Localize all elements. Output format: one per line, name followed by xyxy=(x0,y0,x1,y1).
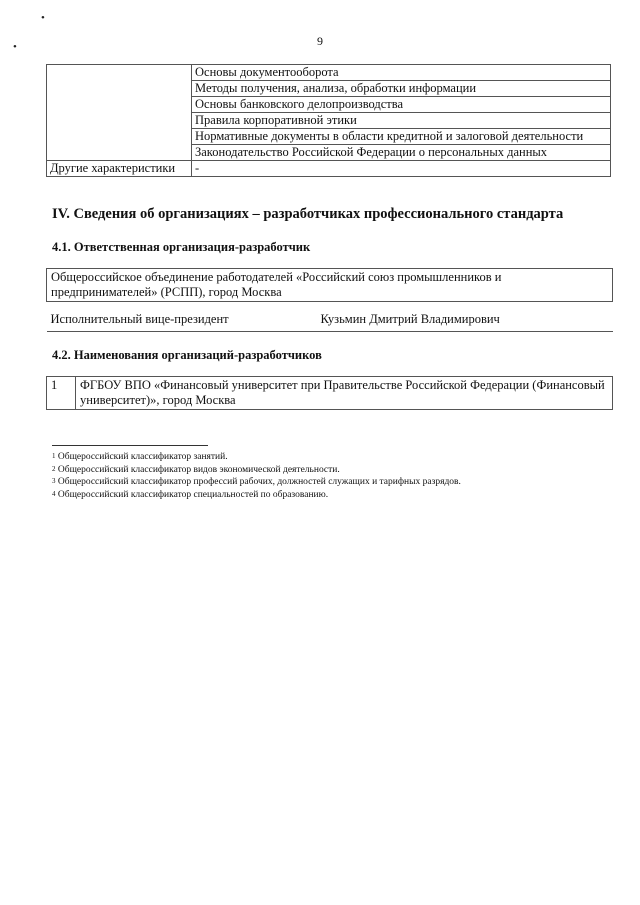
table-cell-value: Основы банковского делопроизводства xyxy=(192,97,611,113)
table-cell-label: Другие характеристики xyxy=(47,161,192,177)
footnote-divider xyxy=(52,445,208,446)
scan-mark: • xyxy=(13,41,17,53)
subsection-title-4-1: 4.1. Ответственная организация-разработчик xyxy=(52,240,311,254)
signatory-name: Кузьмин Дмитрий Владимирович xyxy=(317,302,613,332)
responsible-org-table xyxy=(46,268,613,332)
table-cell-label xyxy=(47,65,192,161)
characteristics-table xyxy=(46,64,611,177)
org-number: 1 xyxy=(47,377,76,410)
footnote: $^3$ Общероссийский классификатор профессий рабочих, должностей служащих и тарифных разрядов. xyxy=(52,477,461,487)
table-row xyxy=(47,377,613,410)
table-cell-value: Нормативные документы в области кредитной и залоговой деятельности xyxy=(192,129,611,145)
section-title: IV. Сведения об организациях – разработчиках профессионального стандарта xyxy=(52,206,564,222)
org-name: ФГБОУ ВПО «Финансовый университет при Правительстве Российской Федерации (Финансовый университет)», город Москва xyxy=(76,377,613,410)
table-row xyxy=(47,65,611,81)
table-cell-value: Методы получения, анализа, обработки информации xyxy=(192,81,611,97)
subsection-title-4-2: 4.2. Наименования организаций-разработчиков xyxy=(52,348,322,362)
table-cell-value: Основы документооборота xyxy=(192,65,611,81)
table-cell-value: - xyxy=(192,161,611,177)
page-number: 9 xyxy=(317,34,323,48)
table-row xyxy=(47,269,613,302)
table-cell-value: Законодательство Российской Федерации о персональных данных xyxy=(192,145,611,161)
footnote: $^1$ Общероссийский классификатор занятий. xyxy=(52,452,228,462)
footnote: $^4$ Общероссийский классификатор специальностей по образованию. xyxy=(52,489,329,500)
footnotes xyxy=(52,451,461,501)
developer-orgs-table xyxy=(46,376,613,410)
scan-mark: • xyxy=(41,12,45,24)
signatory-position: Исполнительный вице-президент xyxy=(47,302,317,332)
table-row xyxy=(47,161,611,177)
table-cell-value: Правила корпоративной этики xyxy=(192,113,611,129)
org-name: Общероссийское объединение работодателей «Российский союз промышленников и предпринимателей» (РСПП), город Москва xyxy=(47,269,613,302)
footnote: $^2$ Общероссийский классификатор видов экономической деятельности. xyxy=(52,464,340,475)
table-row xyxy=(47,302,613,332)
